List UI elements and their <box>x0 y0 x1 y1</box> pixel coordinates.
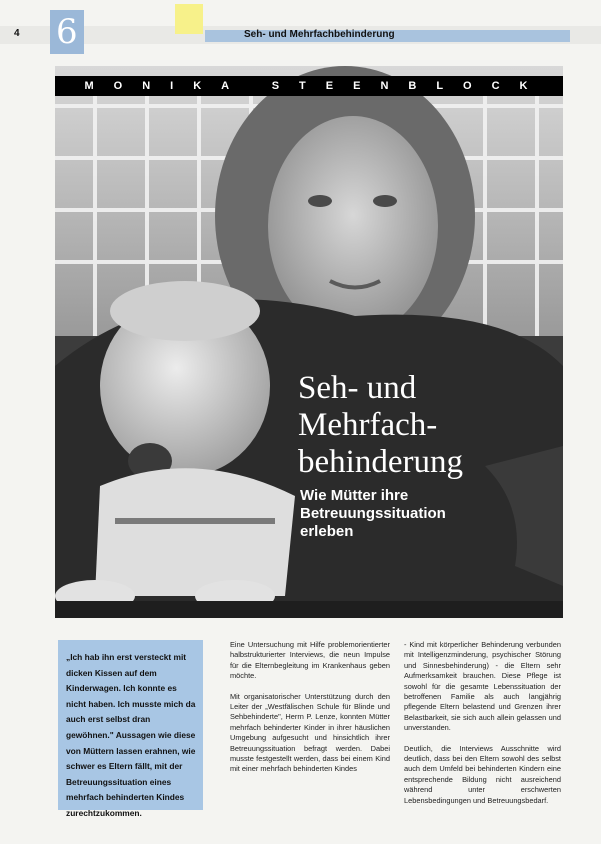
body-paragraph: Eine Untersuchung mit Hilfe problemorientierter halbstrukturierter Interviews, die neun Impulse für die Elternbegleitung im Krankenhaus geben möchte. <box>230 640 390 681</box>
body-paragraph: - Kind mit körperlicher Behinderung verbunden mit Intelligenzminderung, psychischer Störung und Sinnesbehinderung) - die Eltern sehr Aufmerksamkeit brauchen. Diese Pflege ist sowohl für die gesamte Lebenssituation der betroffenen Familie als auch langjährig pflegende Eltern belastend und Grenzen ihrer Belastbarkeit, sie sich auch allein gelassen und unverstanden. <box>404 640 561 733</box>
chapter-logo-digit: 6 <box>56 12 78 52</box>
page-number: 4 <box>14 28 20 39</box>
pull-quote-text: „Ich hab ihn erst versteckt mit dicken Kissen auf dem Kinderwagen. Ich konnte es nicht haben. Ich musste mich da auch erst selbst dran gewöhnen." Aussagen wie diese von Müttern lassen erahnen, wie schwer es Eltern fällt, mit der Betreuungssituation eines mehrfach behinderten Kindes zurechtzukommen. <box>66 652 196 818</box>
author-name-bar: MONIKA STEENBLOCK <box>55 76 563 96</box>
article-title-line-2: Mehrfach- <box>298 407 438 443</box>
body-column-1 <box>230 640 390 785</box>
article-title <box>298 370 558 481</box>
body-paragraph: Deutlich, die Interviews Ausschnitte wird deutlich, dass bei den Eltern sowohl des selbst auch dem Umfeld bei behinderten Kindern eine entsprechende Bildung nicht ausreichend während unter erschwerten Lebensbedingungen und Betreuungsbedarf. <box>404 743 561 805</box>
article-title-line-1: Seh- und <box>298 370 417 406</box>
article-subtitle: Wie Mütter ihre Betreuungssituation erleben <box>300 487 446 540</box>
body-paragraph: Mit organisatorischer Unterstützung durch den Leiter der „Westfälischen Schule für Blinde und Sehbehinderte", Herrn P. Lenze, konnten Mütter mehrfach behinderter Kinder in ihrer häuslichen Umgebung aufgesucht und hinsichtlich ihrer Betreuungssituation befragt werden. Dabei musste festgestellt werden, dass bei einem Kind mit einer mehrfach behinderten Kindes <box>230 691 390 774</box>
yellow-tab-marker <box>175 4 203 34</box>
article-title-line-3: behinderung <box>298 444 463 480</box>
body-column-2 <box>404 640 561 816</box>
running-header-title: Seh- und Mehrfachbehinderung <box>244 29 395 40</box>
